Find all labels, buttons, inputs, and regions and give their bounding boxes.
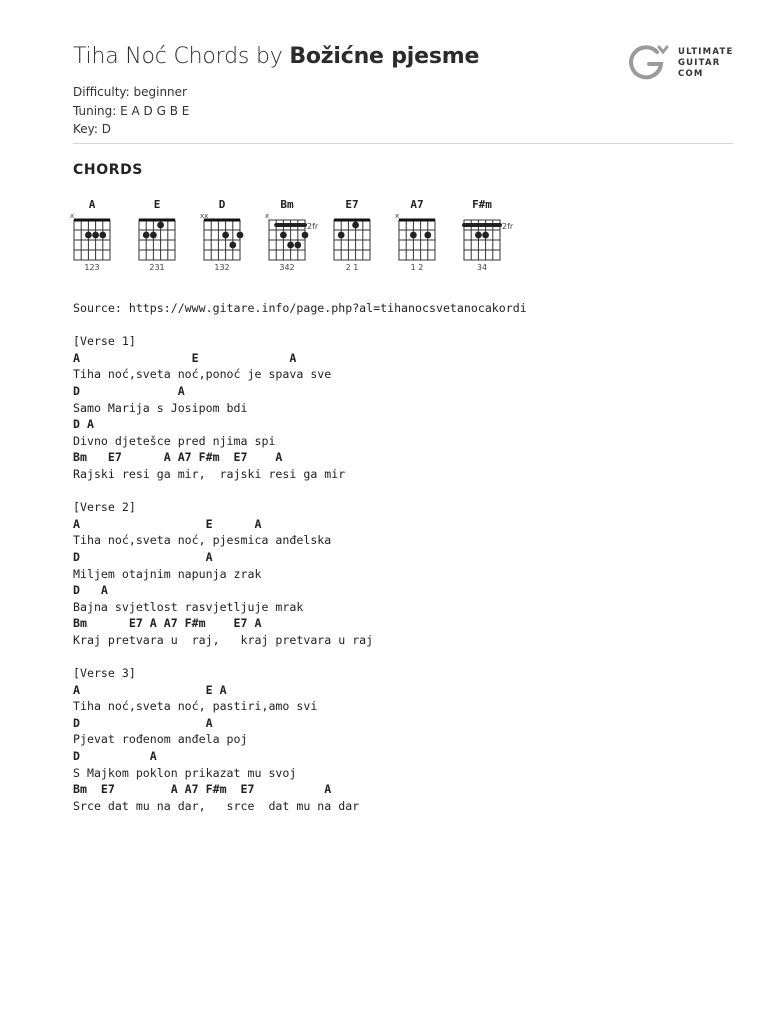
finger-dot (302, 232, 309, 239)
blank-line (73, 317, 527, 334)
logo-line-3: COM (678, 69, 704, 79)
chord-name: A (88, 198, 96, 211)
barre (274, 223, 307, 227)
muted-strings: x (395, 212, 400, 220)
logo-line-1: ULTIMATE (678, 47, 734, 57)
lyric-line: Tiha noć,sveta noć, pastiri,amo svi (73, 699, 318, 714)
lyric-line: Divno djetešce pred njima spi (73, 433, 276, 448)
blank-line (73, 483, 527, 500)
chord-chart-d (196, 210, 260, 276)
fingering: 123 (84, 263, 100, 272)
fret-label: 2fr (502, 222, 514, 231)
key: Key: D (73, 122, 111, 136)
lyric-line: Bajna svjetlost rasvjetljuje mrak (73, 599, 304, 614)
chord-line: D A (73, 417, 94, 432)
lyric-line: Miljem otajnim napunja zrak (73, 566, 262, 581)
chord-chart-fsm (456, 210, 520, 276)
lyric-line: [Verse 1] (73, 334, 136, 349)
finger-dot (157, 222, 164, 229)
chord-line: Bm E7 A A7 F#m E7 A (73, 616, 262, 631)
chord-chart-a7 (391, 210, 455, 276)
chord-diagram-bm[interactable] (261, 196, 327, 278)
lyric-line: Srce dat mu na dar, srce dat mu na dar (73, 798, 360, 813)
chord-diagram-e7[interactable] (326, 196, 392, 278)
chord-diagram-fsm[interactable] (456, 196, 522, 278)
ultimate-guitar-logo-icon (628, 44, 672, 84)
muted-strings: xx (200, 212, 209, 220)
finger-dot (237, 232, 244, 239)
fingering: 34 (476, 263, 488, 272)
chord-name: E7 (345, 198, 359, 211)
logo-line-2: GUITAR (678, 58, 721, 68)
fret-label: 2fr (307, 222, 319, 231)
chord-diagrams (66, 196, 526, 278)
chord-line: Bm E7 A A7 F#m E7 A (73, 450, 283, 465)
chord-line: A E A (73, 516, 262, 531)
fingering: 342 (279, 263, 295, 272)
difficulty: Difficulty: beginner (73, 85, 187, 99)
tuning: Tuning: E A D G B E (73, 103, 190, 118)
finger-dot (280, 232, 287, 239)
chord-diagram-a[interactable] (66, 196, 132, 278)
chord-chart-e (131, 210, 195, 276)
chord-line: D A (73, 383, 185, 398)
lyric-line: S Majkom poklon prikazat mu svoj (73, 765, 297, 780)
chord-line: D A (73, 549, 213, 564)
finger-dot (150, 232, 157, 239)
finger-dot (352, 222, 359, 229)
chord-name: A7 (410, 198, 424, 211)
lyric-line: Tiha noć,sveta noć, pjesmica anđelska (73, 533, 332, 548)
fingering: 132 (214, 263, 230, 272)
chords-heading: CHORDS (73, 162, 143, 178)
lyric-line: Kraj pretvara u raj, kraj pretvara u raj (73, 632, 374, 647)
fingering: 231 (149, 263, 165, 272)
chord-line: Bm E7 A A7 F#m E7 A (73, 782, 332, 797)
chord-chart-a (66, 210, 130, 276)
chord-name: F#m (472, 198, 492, 211)
chord-line: D A (73, 583, 108, 598)
chord-diagram-e[interactable] (131, 196, 197, 278)
finger-dot (229, 242, 236, 249)
chord-name: Bm (280, 198, 294, 211)
chord-name: D (218, 198, 226, 211)
chord-diagram-a7[interactable] (391, 196, 457, 278)
song-title: Tiha Noć Chords by (73, 44, 283, 69)
chord-line: D A (73, 749, 157, 764)
fingering: 2 1 (345, 263, 359, 272)
chord-line: A E A (73, 682, 227, 697)
chord-line: D A (73, 715, 213, 730)
lyric-line: Tiha noć,sveta noć,ponoć je spava sve (73, 367, 332, 382)
finger-dot (92, 232, 99, 239)
finger-dot (482, 232, 489, 239)
muted-strings: x (70, 212, 75, 220)
finger-dot (222, 232, 229, 239)
divider (73, 143, 733, 144)
finger-dot (410, 232, 417, 239)
finger-dot (143, 232, 150, 239)
song-meta (73, 83, 189, 139)
lyric-line: Pjevat rođenom anđela poj (73, 732, 248, 747)
finger-dot (287, 242, 294, 249)
chord-diagram-d[interactable] (196, 196, 262, 278)
lyric-line: Samo Marija s Josipom bdi (73, 400, 248, 415)
logo-wordmark (678, 47, 733, 80)
artist-name: Božićne pjesme (289, 44, 480, 69)
page-title (73, 44, 479, 69)
blank-line (73, 648, 527, 665)
finger-dot (424, 232, 431, 239)
chord-name: E (153, 198, 161, 211)
lyric-line: [Verse 3] (73, 666, 136, 681)
finger-dot (85, 232, 92, 239)
finger-dot (294, 242, 301, 249)
lyric-line: Source: https://www.gitare.info/page.php?al=tihanocsvetanocakordi (73, 301, 527, 315)
lyric-line: [Verse 2] (73, 500, 136, 515)
muted-strings: x (265, 212, 270, 220)
chord-line: A E A (73, 350, 297, 365)
fingering: 1 2 (410, 263, 424, 272)
finger-dot (475, 232, 482, 239)
ultimate-guitar-logo[interactable] (628, 44, 738, 84)
chord-sheet (73, 300, 527, 814)
lyric-line: Rajski resi ga mir, rajski resi ga mir (73, 466, 346, 481)
chord-chart-e7 (326, 210, 390, 276)
finger-dot (99, 232, 106, 239)
barre (462, 223, 502, 227)
finger-dot (338, 232, 345, 239)
chord-chart-bm (261, 210, 325, 276)
